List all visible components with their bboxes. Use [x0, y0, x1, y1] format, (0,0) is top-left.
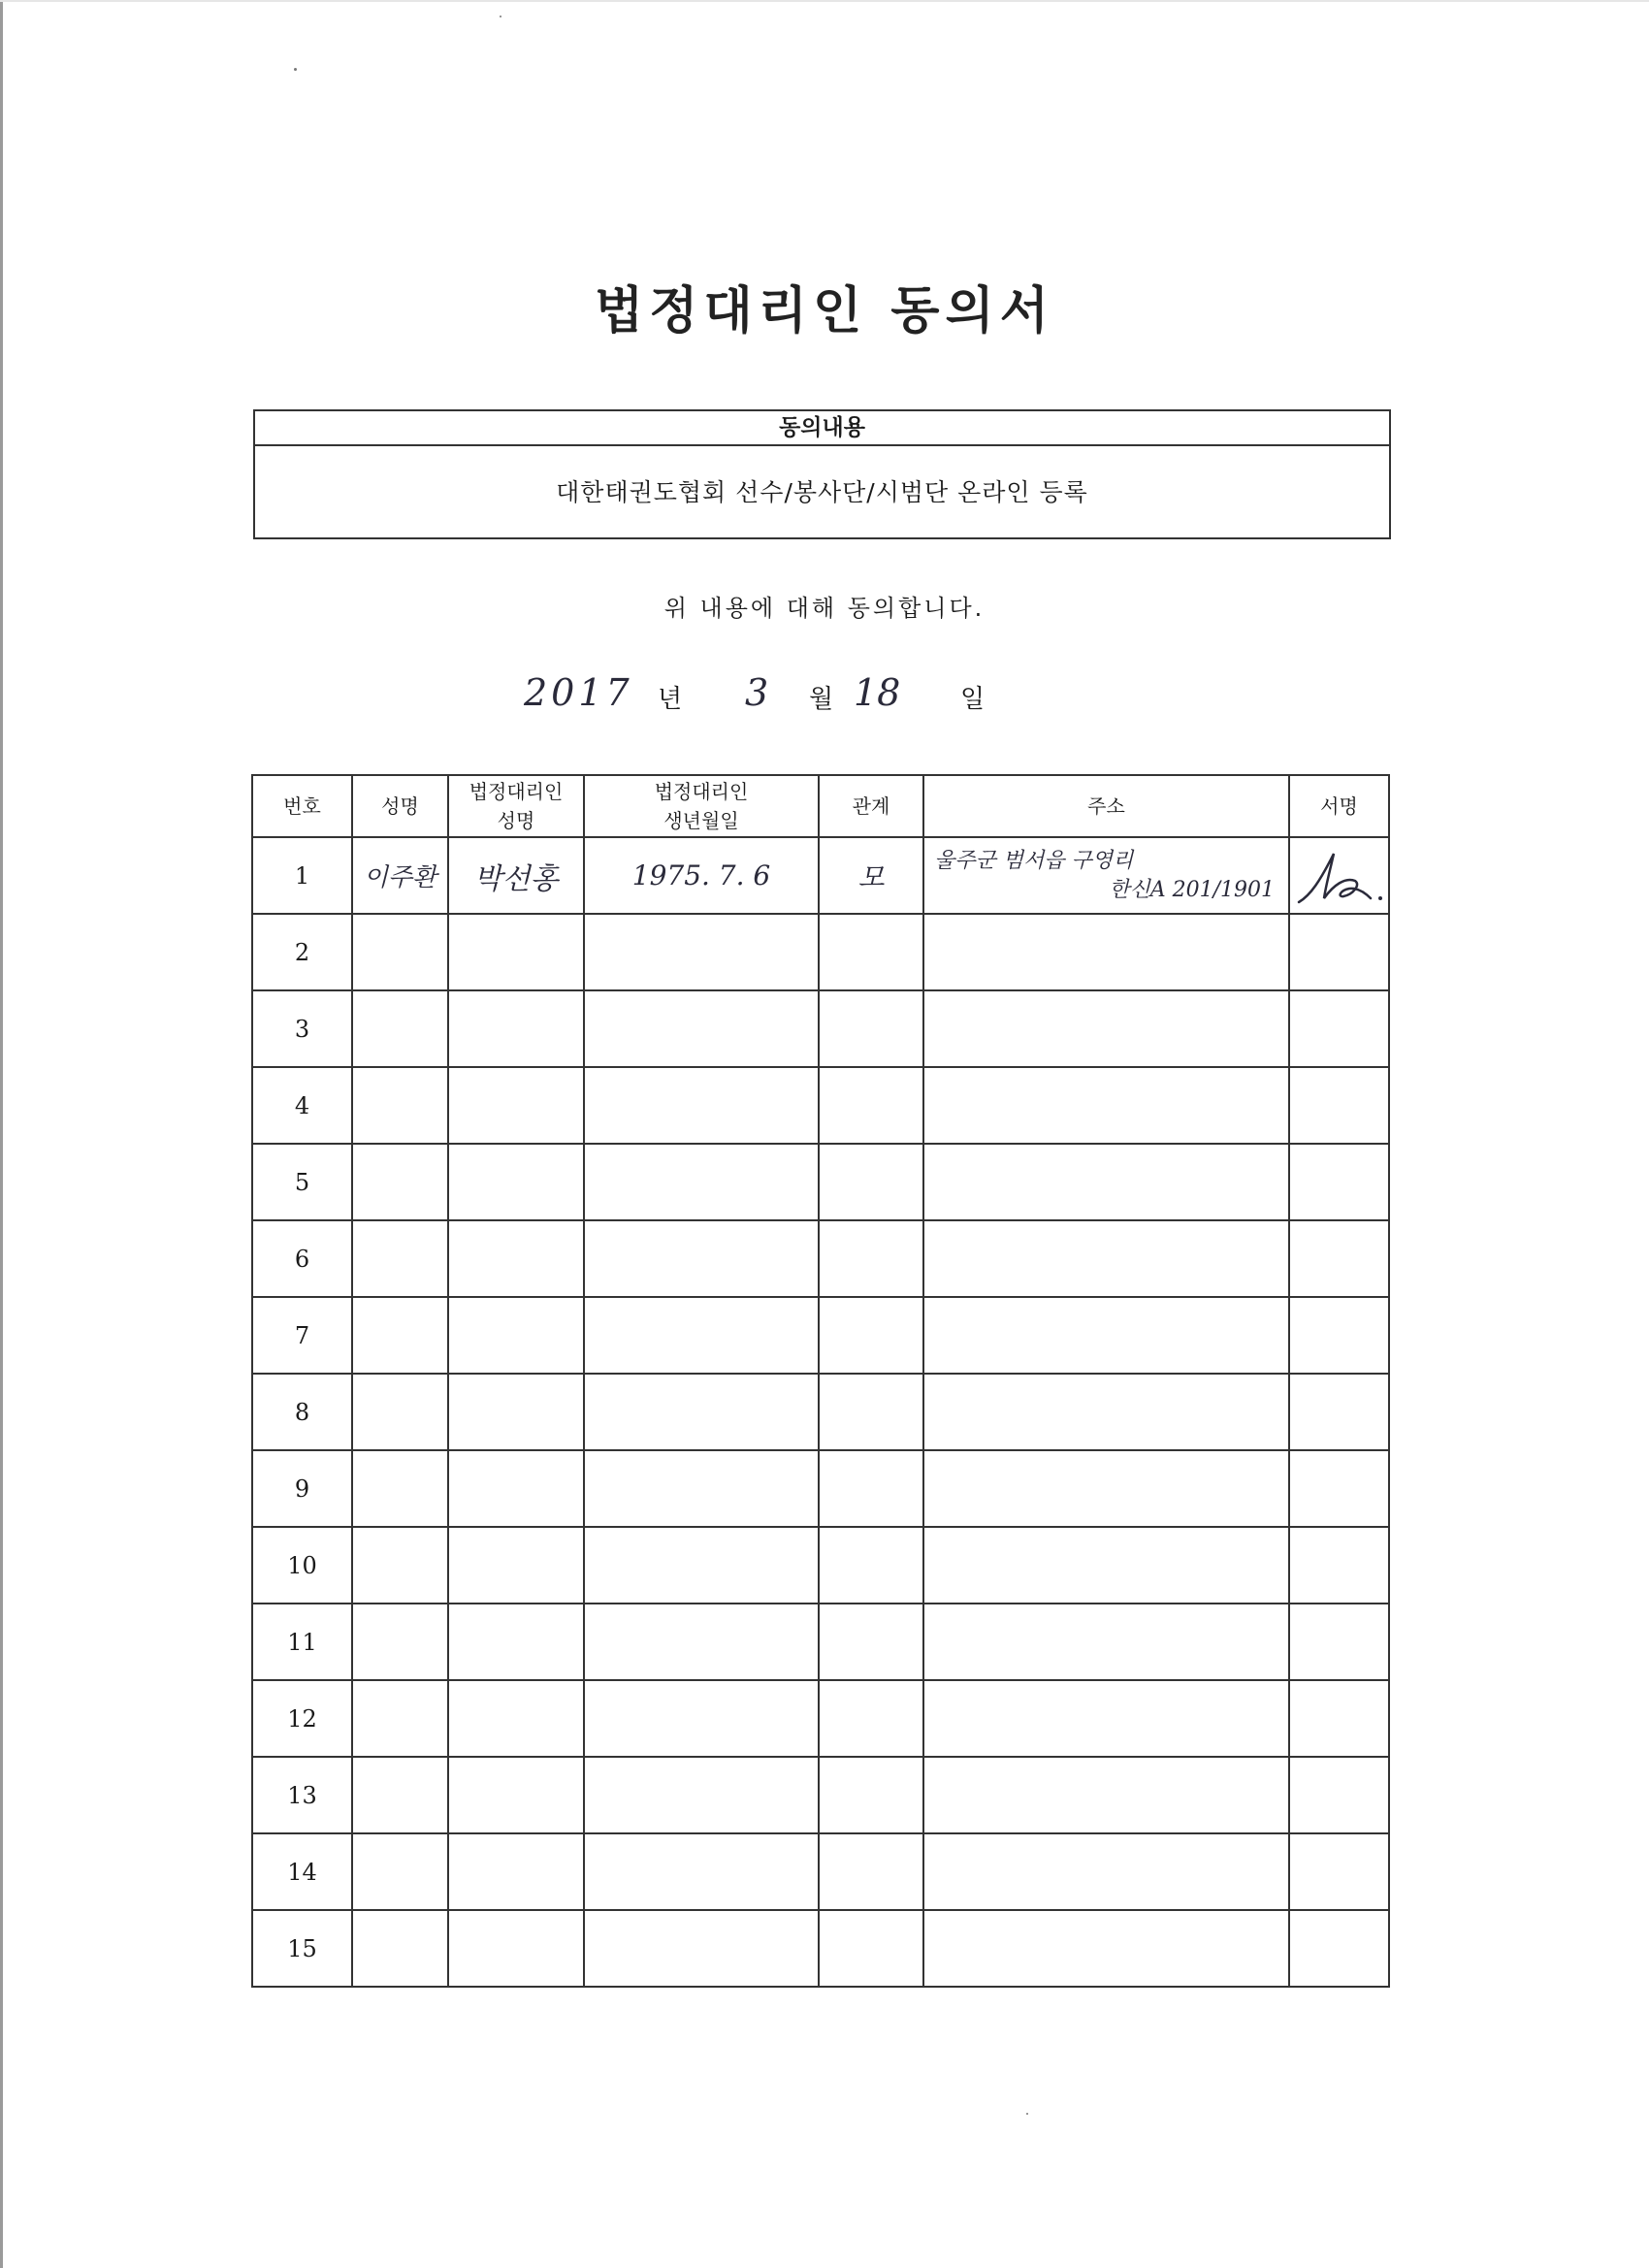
- row-guardian-birth: [584, 1220, 819, 1297]
- row-address: [923, 1220, 1289, 1297]
- row-address: [923, 990, 1289, 1067]
- table-row: [252, 1757, 1389, 1833]
- header-no: 번호: [252, 775, 352, 837]
- row-relation: [819, 1527, 923, 1604]
- row-guardian-birth: [584, 1374, 819, 1450]
- registrant-table: [251, 774, 1390, 1988]
- row-address: [923, 1067, 1289, 1144]
- row-signature: [1289, 1374, 1389, 1450]
- row-address: [923, 1680, 1289, 1757]
- row-signature: [1289, 990, 1389, 1067]
- date-day: 18: [854, 671, 901, 714]
- table-row: [252, 1680, 1389, 1757]
- row-address: [923, 1604, 1289, 1680]
- row-name: [352, 1757, 448, 1833]
- row-guardian-birth: [584, 1757, 819, 1833]
- date-day-unit: 일: [960, 685, 986, 714]
- row-address: [923, 1374, 1289, 1450]
- row-address: [923, 1297, 1289, 1374]
- header-address: 주소: [923, 775, 1289, 837]
- header-signature: 서명: [1289, 775, 1389, 837]
- row-signature: [1289, 1833, 1389, 1910]
- row-guardian-birth: [584, 914, 819, 990]
- row-name: [352, 1910, 448, 1987]
- row-guardian-name: [448, 1680, 584, 1757]
- row-guardian-birth: [584, 1527, 819, 1604]
- table-row: [252, 1527, 1389, 1604]
- row-no: 12: [252, 1680, 352, 1757]
- row-address: [923, 1910, 1289, 1987]
- row-signature: [1289, 1527, 1389, 1604]
- row-guardian-name: [448, 1374, 584, 1450]
- table-row: [252, 1833, 1389, 1910]
- row-relation: [819, 1067, 923, 1144]
- row-guardian-name: [448, 1527, 584, 1604]
- row-name: [352, 1067, 448, 1144]
- row-guardian-name: [448, 1757, 584, 1833]
- row-address: [923, 914, 1289, 990]
- row-name: [352, 1833, 448, 1910]
- row-signature: [1289, 1604, 1389, 1680]
- row-signature: [1289, 1680, 1389, 1757]
- consent-box: [253, 409, 1391, 539]
- row-relation: [819, 1220, 923, 1297]
- row-guardian-birth: [584, 1604, 819, 1680]
- row-no: 2: [252, 914, 352, 990]
- scan-top-edge: [0, 0, 1649, 2]
- row-signature: [1289, 1220, 1389, 1297]
- row-relation: [819, 1833, 923, 1910]
- row-name: [352, 914, 448, 990]
- row-no: 4: [252, 1067, 352, 1144]
- row-address: [923, 1833, 1289, 1910]
- table-row: [252, 990, 1389, 1067]
- scan-speck: [1026, 2113, 1028, 2115]
- row-name: [352, 1527, 448, 1604]
- row-guardian-name: [448, 1144, 584, 1220]
- date-month: 3: [745, 671, 769, 714]
- row-signature: [1289, 1067, 1389, 1144]
- consent-heading: 동의내용: [255, 411, 1389, 446]
- row-signature: [1289, 1910, 1389, 1987]
- row-guardian-name: [448, 1833, 584, 1910]
- date-row: [0, 671, 1649, 720]
- header-relation: 관계: [819, 775, 923, 837]
- table-row: [252, 914, 1389, 990]
- table-row: [252, 1220, 1389, 1297]
- row-signature: [1289, 1757, 1389, 1833]
- row-guardian-birth: 1975. 7. 6: [584, 837, 819, 914]
- row-guardian-birth: [584, 1450, 819, 1527]
- row-guardian-name: [448, 1604, 584, 1680]
- row-guardian-name: [448, 1450, 584, 1527]
- table-row: [252, 1297, 1389, 1374]
- row-address-line2: 한신A 201/1901: [1109, 877, 1275, 902]
- row-name: [352, 1220, 448, 1297]
- row-name: [352, 990, 448, 1067]
- row-guardian-birth: [584, 1680, 819, 1757]
- scan-speck: [294, 68, 297, 71]
- row-guardian-name: [448, 1297, 584, 1374]
- row-signature: [1289, 914, 1389, 990]
- row-no: 8: [252, 1374, 352, 1450]
- date-year-unit: 년: [658, 685, 683, 714]
- agreement-statement: 위 내용에 대해 동의합니다.: [663, 595, 986, 622]
- row-guardian-birth: [584, 1144, 819, 1220]
- row-signature: [1289, 1450, 1389, 1527]
- row-no: 7: [252, 1297, 352, 1374]
- row-guardian-birth: [584, 1297, 819, 1374]
- row-relation: [819, 1910, 923, 1987]
- row-guardian-name: [448, 990, 584, 1067]
- table-row: [252, 837, 1389, 914]
- row-guardian-birth: [584, 1833, 819, 1910]
- row-relation: [819, 1450, 923, 1527]
- row-name: [352, 1604, 448, 1680]
- table-row: [252, 1910, 1389, 1987]
- row-no: 9: [252, 1450, 352, 1527]
- row-no: 14: [252, 1833, 352, 1910]
- row-signature: [1289, 837, 1389, 914]
- row-name: [352, 1144, 448, 1220]
- row-signature: [1289, 1297, 1389, 1374]
- table-row: [252, 1374, 1389, 1450]
- row-relation: [819, 1374, 923, 1450]
- row-guardian-name: [448, 1220, 584, 1297]
- date-month-unit: 월: [809, 685, 834, 714]
- row-name: [352, 1297, 448, 1374]
- row-relation: [819, 1297, 923, 1374]
- row-relation: [819, 1604, 923, 1680]
- row-no: 5: [252, 1144, 352, 1220]
- date-year: 2017: [524, 671, 633, 714]
- row-guardian-name: [448, 914, 584, 990]
- table-row: [252, 1144, 1389, 1220]
- row-address: [923, 1527, 1289, 1604]
- row-relation: [819, 914, 923, 990]
- row-address: [923, 1144, 1289, 1220]
- row-relation: [819, 1144, 923, 1220]
- row-name: [352, 1374, 448, 1450]
- row-relation: [819, 1680, 923, 1757]
- row-guardian-birth: [584, 1910, 819, 1987]
- row-name: 이주환: [352, 837, 448, 914]
- scan-speck: [500, 16, 501, 17]
- row-no: 1: [252, 837, 352, 914]
- row-guardian-name: 박선홍: [448, 837, 584, 914]
- header-guardian-birth: 법정대리인 생년월일: [584, 775, 819, 837]
- row-no: 13: [252, 1757, 352, 1833]
- row-signature: [1289, 1144, 1389, 1220]
- row-relation: [819, 990, 923, 1067]
- row-no: 15: [252, 1910, 352, 1987]
- table-row: [252, 1450, 1389, 1527]
- header-guardian-name: 법정대리인 성명: [448, 775, 584, 837]
- handwritten-signature: [1291, 842, 1388, 910]
- consent-content: 대한태권도협회 선수/봉사단/시범단 온라인 등록: [556, 478, 1088, 506]
- row-no: 6: [252, 1220, 352, 1297]
- header-name: 성명: [352, 775, 448, 837]
- row-relation: [819, 1757, 923, 1833]
- row-no: 10: [252, 1527, 352, 1604]
- row-address: [923, 837, 1289, 914]
- document-title: 법정대리인 동의서: [595, 282, 1054, 340]
- row-guardian-birth: [584, 990, 819, 1067]
- row-guardian-name: [448, 1910, 584, 1987]
- row-guardian-name: [448, 1067, 584, 1144]
- table-header-row: [252, 775, 1389, 837]
- row-address: [923, 1450, 1289, 1527]
- table-row: [252, 1067, 1389, 1144]
- table-row: [252, 1604, 1389, 1680]
- row-address: [923, 1757, 1289, 1833]
- row-no: 11: [252, 1604, 352, 1680]
- row-address-line1: 울주군 범서읍 구영리: [934, 848, 1134, 873]
- row-name: [352, 1450, 448, 1527]
- row-relation: 모: [819, 837, 923, 914]
- row-no: 3: [252, 990, 352, 1067]
- row-guardian-birth: [584, 1067, 819, 1144]
- row-name: [352, 1680, 448, 1757]
